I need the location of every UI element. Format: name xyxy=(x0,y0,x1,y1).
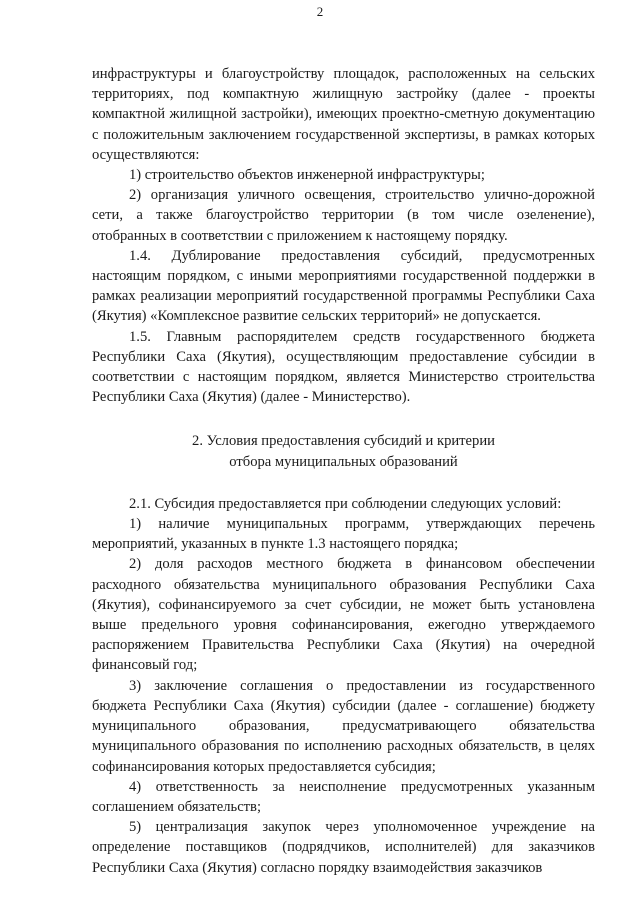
list-item: 5) централизация закупок через уполномоченное учреждение на определение поставщиков (подрядчиков, исполнителей) для заказчиков Республики Саха (Якутия) согласно порядку взаимодействия заказчиков xyxy=(92,819,595,876)
paragraph: 2.1. Субсидия предоставляется при соблюдении следующих условий: xyxy=(129,495,562,512)
list-item: 3) заключение соглашения о предоставлении из государственного бюджета Республики Саха (Якутия) субсидии (далее - соглашение) бюджету муниципального образования, предусматривающего обязательства муниципального образования по исполнению расходных обязательств, в целях софинансирования которых предоставляется субсидия; xyxy=(92,677,595,775)
paragraph: 1.4. Дублирование предоставления субсидий, предусмотренных настоящим порядком, с иными мероприятиями государственной поддержки в рамках реализации мероприятий государственной программы Республики Саха (Якутия) «Комплексное развитие сельских территорий» не допускается. xyxy=(92,247,595,325)
paragraph: 1.5. Главным распорядителем средств государственного бюджета Республики Саха (Якутия), осуществляющим предоставление субсидии в соответствии с настоящим порядком, является Министерство строительства Республики Саха (Якутия) (далее - Министерство). xyxy=(92,328,595,406)
section-heading-line: 2. Условия предоставления субсидий и критерии xyxy=(192,433,495,450)
list-item: 4) ответственность за неисполнение предусмотренных указанным соглашением обязательств; xyxy=(92,778,595,815)
list-item: 2) организация уличного освещения, строительство улично-дорожной сети, а также благоустройство территории (в том числе озеленение), отобранных в соответствии с приложением к настоящему порядку. xyxy=(92,187,595,244)
paragraph: инфраструктуры и благоустройству площадок, расположенных на сельских территориях, под компактную жилищную застройку (далее - проекты компактной жилищной застройки), имеющих проектно-сметную документацию с положительным заключением государственной экспертизы, в рамках которых осуществляются: xyxy=(92,66,595,163)
list-item: 1) наличие муниципальных программ, утверждающих перечень мероприятий, указанных в пункте 1.3 настоящего порядка; xyxy=(92,516,595,553)
document-body xyxy=(92,64,595,878)
section-heading xyxy=(92,431,595,471)
page-number: 2 xyxy=(316,4,324,19)
list-item: 1) строительство объектов инженерной инфраструктуры; xyxy=(129,167,485,184)
list-item: 2) доля расходов местного бюджета в финансовом обеспечении расходного обязательства муниципального образования Республики Саха (Якутия), софинансируемого за счет субсидии, не может быть установлена выше предельного уровня софинансирования, ежегодно утверждаемого распоряжением Правительства Республики Саха (Якутия) на очередной финансовый год; xyxy=(92,556,595,674)
section-heading-line: отбора муниципальных образований xyxy=(229,453,458,470)
